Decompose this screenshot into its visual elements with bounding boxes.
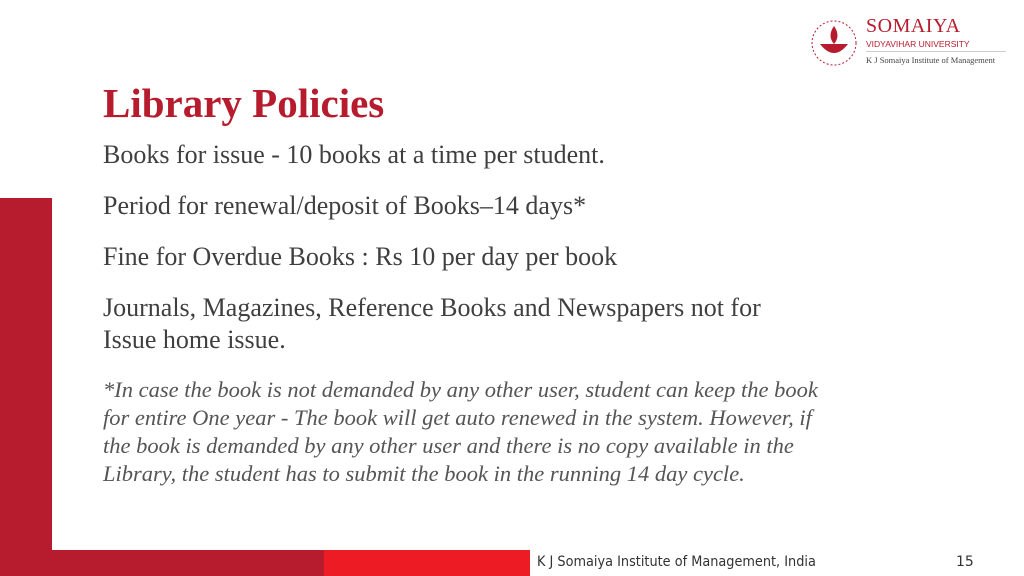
page-number: 15 bbox=[956, 554, 974, 570]
policy-line: Fine for Overdue Books : Rs 10 per day per book bbox=[103, 242, 618, 271]
footer-bar-dark bbox=[0, 550, 324, 576]
logo-institute: K J Somaiya Institute of Management bbox=[866, 55, 996, 65]
policy-line: Books for issue - 10 books at a time per student. bbox=[103, 140, 605, 169]
somaiya-emblem-icon bbox=[808, 16, 860, 70]
policy-line: Period for renewal/deposit of Books–14 days* bbox=[103, 191, 587, 220]
policy-line: Journals, Magazines, Reference Books and Newspapers not for bbox=[103, 293, 761, 322]
note-line: Library, the student has to submit the book in the running 14 day cycle. bbox=[103, 461, 745, 486]
policy-line: Issue home issue. bbox=[103, 325, 286, 354]
logo-subtitle: VIDYAVIHAR UNIVERSITY bbox=[866, 39, 970, 49]
logo-divider bbox=[866, 51, 1006, 52]
page-title: Library Policies bbox=[103, 80, 385, 126]
footer-text: K J Somaiya Institute of Management, India bbox=[537, 554, 816, 570]
note-line: the book is demanded by any other user and there is no copy available in the bbox=[103, 433, 794, 458]
logo-name: SOMAIYA bbox=[866, 15, 961, 37]
footer-bar-bright bbox=[324, 550, 530, 576]
note-line: *In case the book is not demanded by any other user, student can keep the book bbox=[103, 377, 818, 402]
left-accent-bar bbox=[0, 198, 52, 576]
note-line: for entire One year - The book will get auto renewed in the system. However, if bbox=[103, 405, 812, 430]
